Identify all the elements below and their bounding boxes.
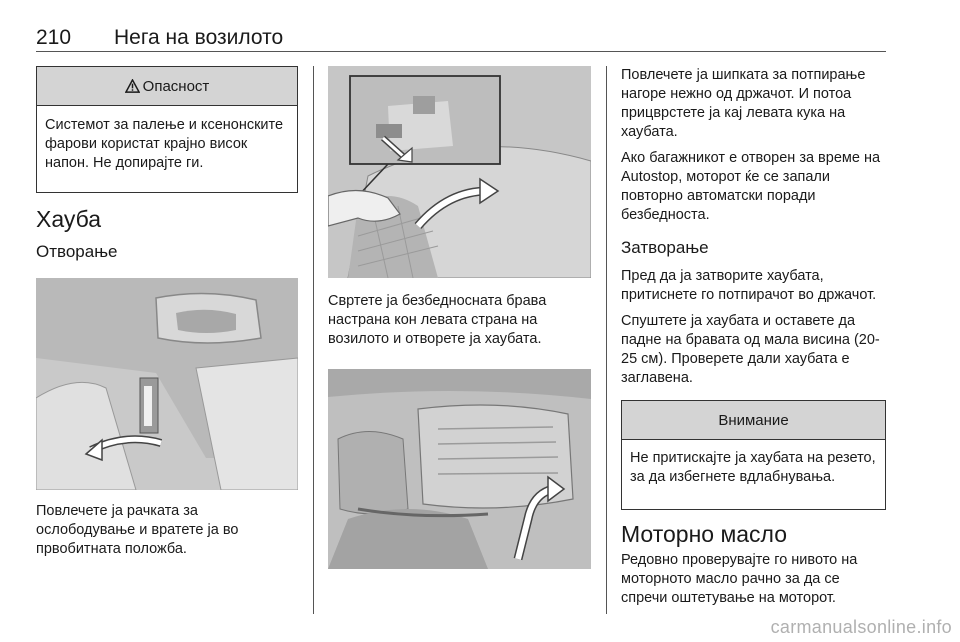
paragraph-lower-hood: Спуштете ја хаубата и оставете да падне на бравата од мала висина (20-25 см). Проверете дали хаубата е заглавена. [621, 313, 880, 386]
notice-box-title: Внимание [718, 411, 789, 429]
watermark: carmanualsonline.info [770, 617, 952, 637]
subsection-title-opening: Отворање [36, 242, 118, 261]
subsection-title-closing: Затворање [621, 238, 709, 257]
page-number: 210 [36, 26, 72, 49]
page-title: Нега на возилото [114, 26, 284, 49]
notice-box [621, 400, 886, 510]
paragraph-engine-oil: Редовно проверувајте го нивото на моторното масло рачно за да се спречи оштетување на моторот. [621, 552, 858, 606]
danger-box-text: Системот за палење и ксенонските фарови користат крајно висок напон. Не допирајте ги. [45, 117, 284, 171]
column-divider [313, 66, 314, 614]
column-left [36, 66, 298, 559]
paragraph-release-lever: Повлечете ја рачката за ослободување и вратете ја во првобитната положба. [36, 503, 239, 557]
figure-safety-catch [328, 66, 591, 278]
column-divider [606, 66, 607, 614]
warning-triangle-icon [125, 79, 140, 93]
engine-bay-illustration [328, 369, 591, 569]
paragraph-prop-rod: Повлечете ја шипката за потпирање нагоре нежно од држачот. И потоа прицврстете ја кај левата кука на хаубата. [621, 67, 866, 140]
figure-release-lever [36, 278, 298, 490]
column-middle [328, 66, 591, 569]
notice-box-text: Не притискајте ја хаубата на резето, за да избегнете вдлабнувања. [630, 450, 876, 485]
section-title-engine-oil: Моторно масло [621, 521, 788, 547]
safety-catch-illustration [328, 66, 591, 278]
column-right [621, 66, 886, 608]
notice-box-header [622, 401, 885, 440]
paragraph-autostop: Ако багажникот е отворен за време на Autostop, моторот ќе се запали повторно автоматски поради безбедноста. [621, 150, 881, 223]
section-title-hood: Хауба [36, 206, 102, 232]
figure-engine-bay [328, 369, 591, 569]
release-lever-illustration [36, 278, 298, 490]
paragraph-safety-catch: Свртете ја безбедносната брава настрана кон левата страна на возилото и отворете ја хаубата. [328, 293, 547, 347]
danger-box-title: Опасност [142, 77, 210, 95]
danger-box-header [37, 67, 297, 106]
paragraph-press-support: Пред да ја затворите хаубата, притиснете го потпирачот во држачот. [621, 268, 877, 303]
danger-box [36, 66, 298, 193]
header-rule [36, 51, 886, 52]
